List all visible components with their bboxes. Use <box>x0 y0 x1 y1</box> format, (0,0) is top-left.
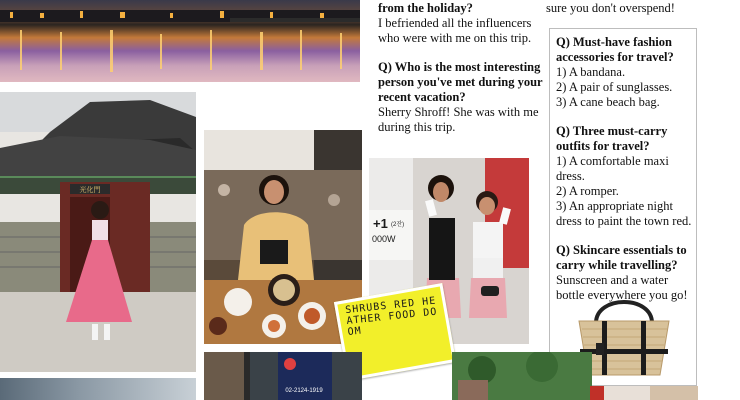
box-q1-item-1: 1) A bandana. <box>556 65 626 79</box>
box-answer-3: Sunscreen and a water bottle everywhere you go! <box>556 273 688 302</box>
right-top-text <box>546 1 736 16</box>
box-question-1: Q) Must-have fashion accessories for travel? <box>556 35 674 64</box>
box-q2-item-1: 1) A comfortable maxi dress. <box>556 154 669 183</box>
sign-price: 000W <box>372 234 396 244</box>
box-question-3: Q) Skincare essentials to carry while travelling? <box>556 243 687 272</box>
palace-scene <box>0 92 196 372</box>
bottom-right-photo-1 <box>452 352 592 400</box>
street-scene <box>204 352 362 400</box>
sign-small-text: (2잔) <box>391 222 405 228</box>
bottom-left-photo <box>0 378 196 400</box>
river-night-photo <box>0 0 360 82</box>
bottom-center-photo <box>204 352 362 400</box>
question-tail: from the holiday? <box>378 1 473 15</box>
sign-big-text: +1 <box>373 216 388 231</box>
street-sign-number: 02-2124-1919 <box>285 388 323 394</box>
right-top-line: sure you don't overspend! <box>546 1 675 15</box>
palace-sign-text: 光化門 <box>79 186 101 194</box>
shop-front <box>590 386 698 400</box>
poster-scribble-text: SHRUBS RED HEATHER FOOD DOOM <box>344 295 438 338</box>
travel-tips-box <box>549 28 697 386</box>
answer-2: Sherry Shroff! She was with me during this trip. <box>378 105 539 134</box>
box-q1-item-2: 2) A pair of sunglasses. <box>556 80 673 94</box>
bottom-right-photo-2 <box>590 386 698 400</box>
box-q2-item-2: 2) A romper. <box>556 184 619 198</box>
river-lights <box>0 0 360 82</box>
answer-1: I befriended all the influencers who were with me on this trip. <box>378 16 532 45</box>
box-q1-item-3: 3) A cane beach bag. <box>556 95 660 109</box>
garden-scene <box>452 352 592 400</box>
question-2: Q) Who is the most interesting person you've met during your recent vacation? <box>378 60 543 104</box>
box-question-2: Q) Three must-carry outfits for travel? <box>556 124 668 153</box>
middle-text-column <box>378 0 543 135</box>
palace-photo <box>0 92 196 372</box>
box-q2-item-3: 3) An appropriate night dress to paint the town red. <box>556 199 692 228</box>
